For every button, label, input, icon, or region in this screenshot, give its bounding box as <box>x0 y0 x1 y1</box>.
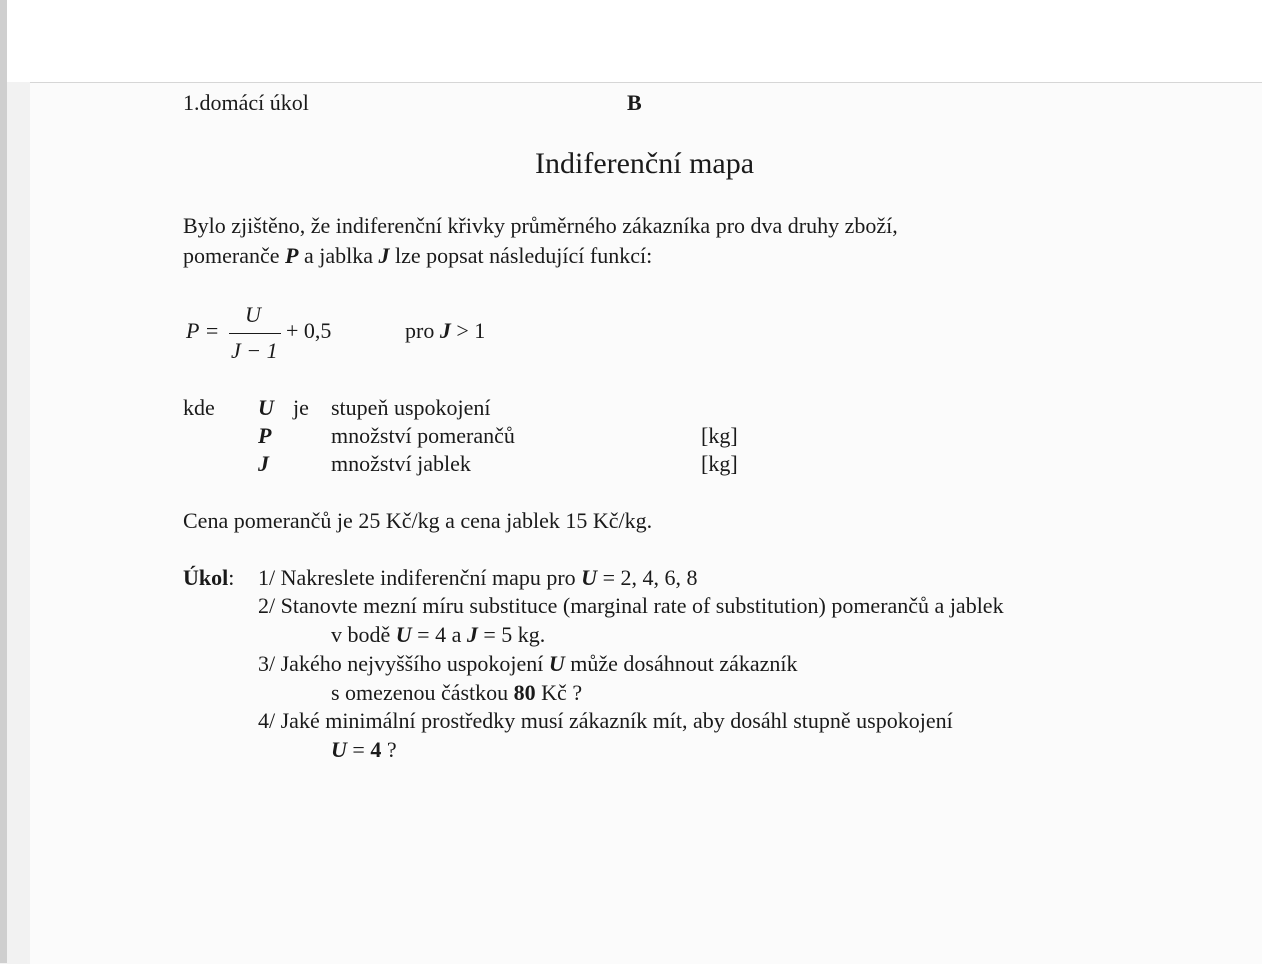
var-j: J <box>439 318 451 343</box>
task-text: = 4 a <box>411 622 467 647</box>
var-u: U <box>581 565 598 590</box>
var-p: P <box>285 243 299 268</box>
task-1 <box>258 565 697 591</box>
amount-value: 80 <box>513 680 536 705</box>
fraction-bar <box>229 333 281 334</box>
legend-desc-j: množství jablek <box>331 451 471 476</box>
legend-kde: kde <box>183 395 215 420</box>
task-2-line-2 <box>331 622 545 648</box>
task-text: Kč ? <box>535 680 583 705</box>
scan-top-margin <box>0 0 1262 82</box>
legend-je: je <box>293 395 309 420</box>
task-4-line-2 <box>331 737 397 763</box>
intro-text: pomeranče <box>183 243 285 268</box>
var-u: U <box>395 622 412 647</box>
satisfaction-value: 4 <box>370 737 382 762</box>
page-title: Indiferenční mapa <box>535 147 755 180</box>
task-text: s omezenou částkou <box>331 680 514 705</box>
scan-left-edge <box>0 0 7 963</box>
variant-letter: B <box>627 90 642 115</box>
legend-unit-p: [kg] <box>701 423 738 448</box>
task-3-line-2 <box>331 680 582 706</box>
formula-denominator: J − 1 <box>231 338 278 363</box>
tasks-label <box>183 565 234 591</box>
intro-text: lze popsat následující funkcí: <box>389 243 653 268</box>
formula-lhs: P = <box>186 318 220 343</box>
formula-condition <box>405 318 485 344</box>
legend-var-j: J <box>258 451 269 476</box>
intro-line-2 <box>183 243 652 269</box>
condition-text: pro <box>405 318 440 343</box>
legend-desc-p: množství pomerančů <box>331 423 515 448</box>
task-text: = <box>346 737 371 762</box>
condition-text: > 1 <box>450 318 486 343</box>
formula-constant: + 0,5 <box>286 318 332 343</box>
task-text: 1/ Nakreslete indiferenční mapu pro <box>258 565 582 590</box>
intro-text: a jablka <box>298 243 379 268</box>
legend-desc-u: stupeň uspokojení <box>331 395 491 420</box>
task-4-line-1: 4/ Jaké minimální prostředky musí zákazník mít, aby dosáhl stupně uspokojení <box>258 708 953 733</box>
formula-numerator: U <box>245 302 261 327</box>
task-3-line-1 <box>258 651 798 677</box>
task-2-line-1: 2/ Stanovte mezní míru substituce (marginal rate of substitution) pomerančů a jablek <box>258 593 1004 618</box>
var-u: U <box>548 651 565 676</box>
intro-line-1: Bylo zjištěno, že indiferenční křivky průměrného zákazníka pro dva druhy zboží, <box>183 213 898 238</box>
assignment-number: 1.domácí úkol <box>183 90 309 115</box>
task-text: může dosáhnout zákazník <box>564 651 798 676</box>
task-text: v bodě <box>331 622 396 647</box>
legend-unit-j: [kg] <box>701 451 738 476</box>
var-j: J <box>378 243 390 268</box>
prices-text: Cena pomerančů je 25 Kč/kg a cena jablek 15 Kč/kg. <box>183 508 653 533</box>
task-text: = 5 kg. <box>477 622 546 647</box>
var-j: J <box>466 622 478 647</box>
legend-var-u: U <box>258 395 274 420</box>
task-text: ? <box>381 737 397 762</box>
tasks-heading: Úkol <box>183 565 229 590</box>
var-u: U <box>331 737 347 762</box>
tasks-colon: : <box>228 565 235 590</box>
task-text: 3/ Jakého nejvyššího uspokojení <box>258 651 549 676</box>
legend-var-p: P <box>258 423 272 448</box>
task-text: = 2, 4, 6, 8 <box>597 565 698 590</box>
